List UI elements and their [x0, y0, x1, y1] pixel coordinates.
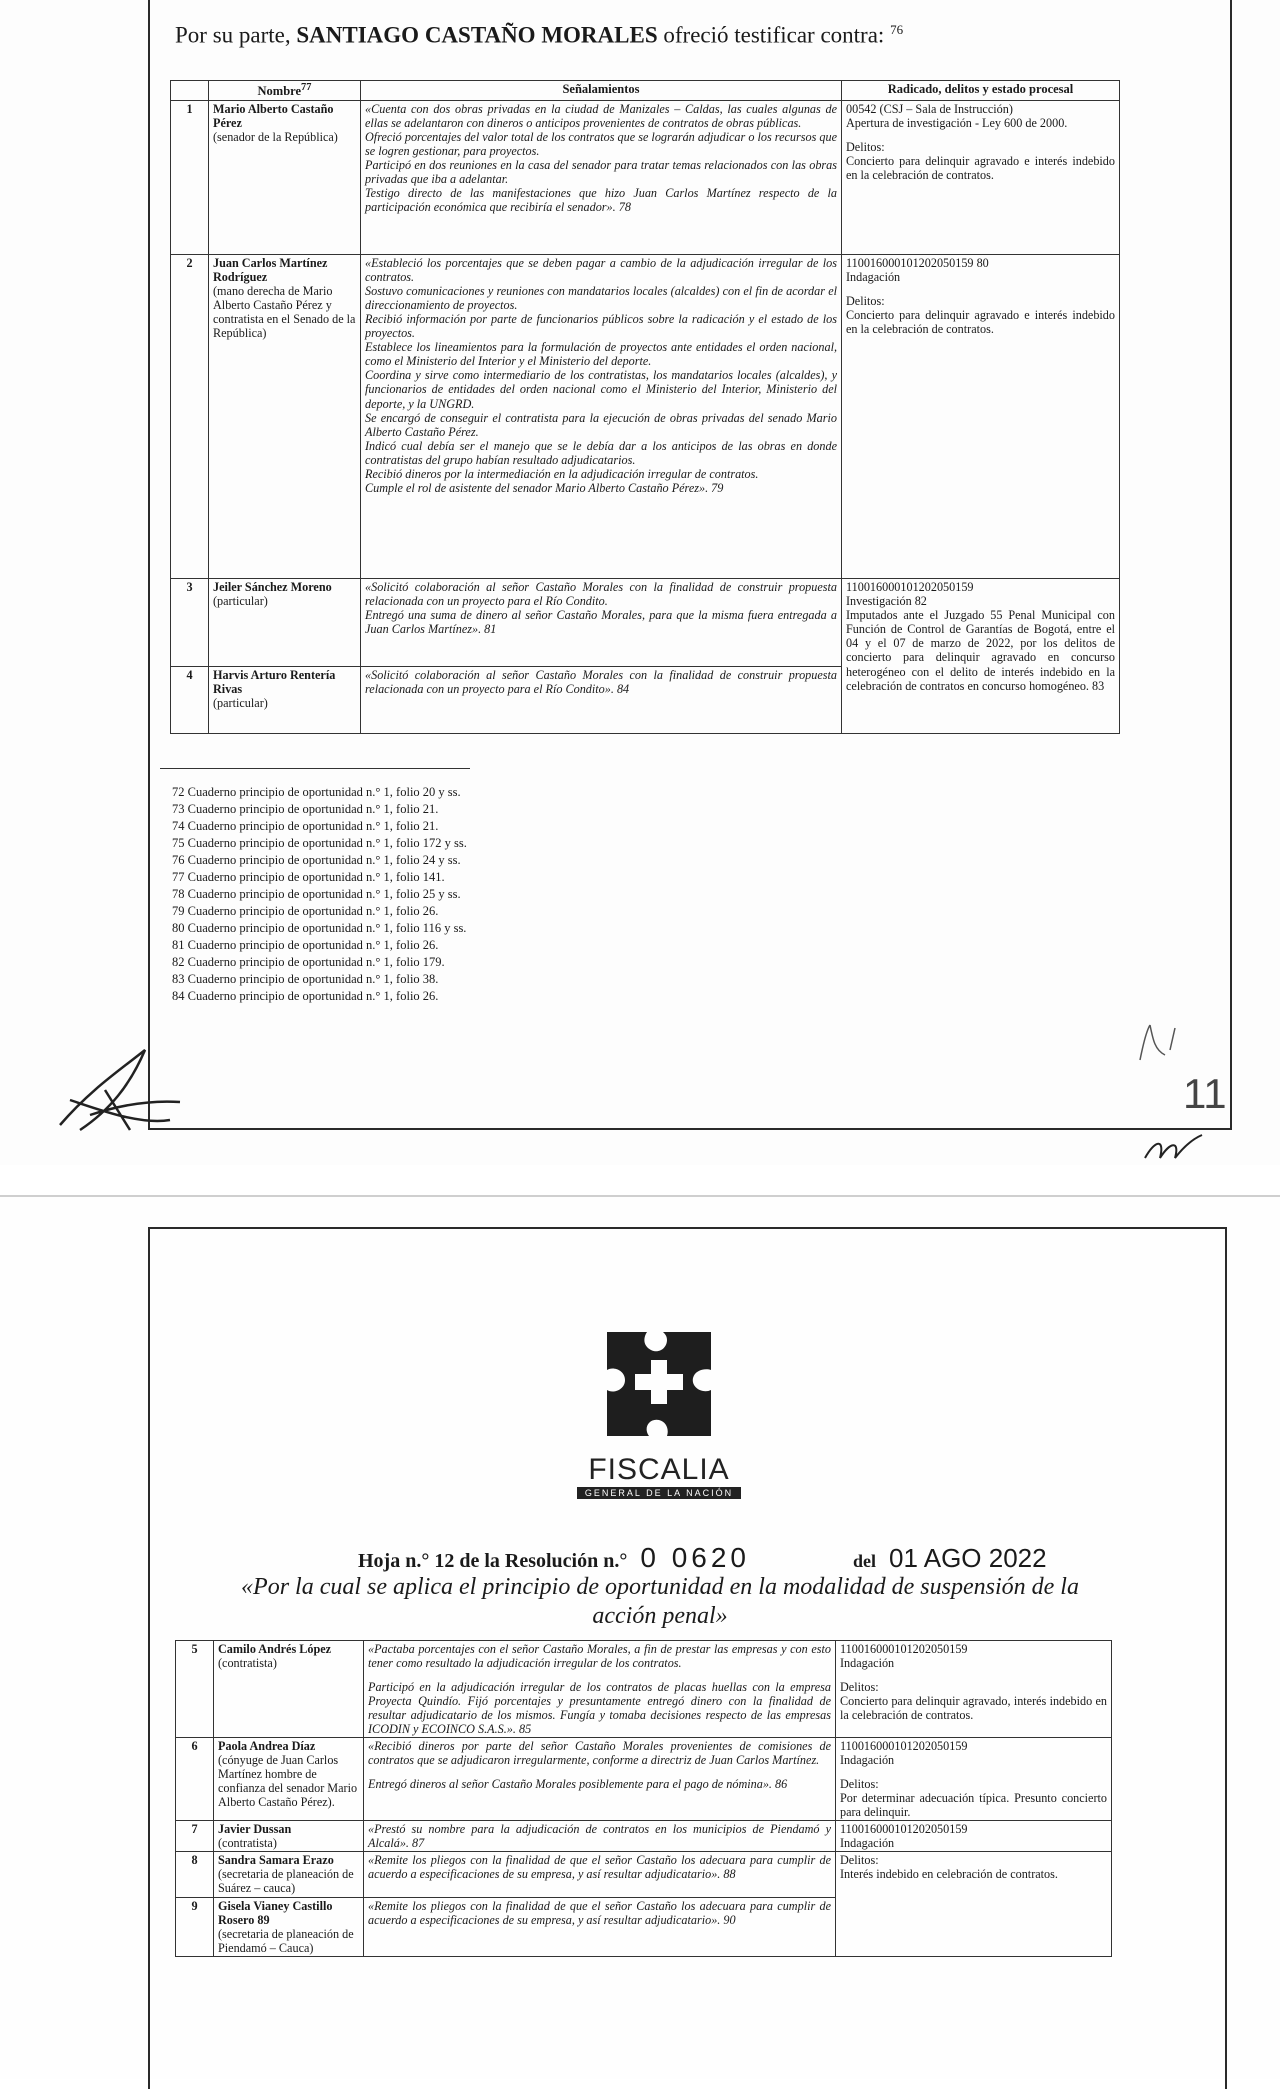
accusation-text: Participó en la adjudicación irregular de los contratos de placas huellas con la empresa Proyecta Quindío. Fijó porcentajes y presuntamente entregó dinero con la finalidad de resultar adjudicatario de los mismos. Fungía y tomaba decisiones respecto de las empresas ICODIN y ECOINCO S.A.S.». 85: [368, 1680, 831, 1737]
row-number: 3: [171, 579, 209, 667]
footnote-item: 72 Cuaderno principio de oportunidad n.° 1, folio 20 y ss.: [172, 785, 461, 799]
witness-table-page-12: [175, 1640, 1112, 1957]
accusation-text: «Pactaba porcentajes con el señor Castaño Morales, a fin de prestar las empresas y con esto tener como resultado la adjudicación irregular de los contratos.: [368, 1642, 831, 1671]
case-status-cell: [836, 1738, 1112, 1821]
person-name: Harvis Arturo Rentería Rivas: [213, 668, 336, 697]
spacer: [846, 130, 1115, 140]
resolution-number: 0 0620: [640, 1542, 750, 1573]
accusations-cell: [364, 1641, 836, 1738]
header-nombre: [209, 81, 361, 101]
table-row: [176, 1738, 1112, 1821]
accusation-text: Entregó una suma de dinero al señor Castaño Morales, para que la misma fuera entregada a Juan Carlos Martínez». 81: [365, 608, 837, 637]
header-num: [171, 81, 209, 101]
table-row: [176, 1641, 1112, 1738]
accusation-text: Recibió dineros por la intermediación en la adjudicación irregular de contratos.: [365, 466, 759, 481]
resolution-header: [358, 1542, 1047, 1574]
table-row: [171, 255, 1120, 579]
person-role: (contratista): [218, 1656, 277, 1671]
person-name: Gisela Vianey Castillo Rosero 89: [218, 1898, 333, 1927]
accusations-cell: [361, 100, 842, 255]
person-cell: [214, 1852, 364, 1897]
page-gap: [0, 1165, 1280, 1195]
case-text: 110016000101202050159: [840, 1642, 968, 1656]
person-role: (secretaria de planeación de Suárez – cauca): [218, 1867, 354, 1896]
accusations-cell: [361, 255, 842, 579]
accusations-cell: [361, 667, 842, 734]
header-label: Nombre: [257, 84, 302, 99]
hoja-label: Hoja n.° 12 de la Resolución n.°: [358, 1550, 628, 1572]
case-status-cell: [836, 1641, 1112, 1738]
footnotes: [172, 784, 467, 1005]
person-name: Juan Carlos Martínez Rodríguez: [213, 256, 328, 285]
case-text: Por determinar adecuación típica. Presunto concierto para delinquir.: [840, 1791, 1107, 1820]
person-cell: [209, 667, 361, 734]
case-text: 00542 (CSJ – Sala de Instrucción): [846, 101, 1013, 116]
accusation-text: «Remite los pliegos con la finalidad de que el señor Castaño los adecuara para cumplir de acuerdo a especificaciones de su empresa, y así resultar adjudicatario». 90: [368, 1898, 831, 1927]
accusation-text: Participó en dos reuniones en la casa del senador para tratar temas relacionados con las obras privadas que iba a adelantar.: [365, 157, 837, 186]
accusation-text: «Cuenta con dos obras privadas en la ciudad de Manizales – Caldas, las cuales algunas de ellas se adelantaron con dineros o anticipos provenientes de contratos de obras públicas.: [365, 101, 837, 130]
person-cell: [214, 1897, 364, 1956]
accusations-cell: [361, 579, 842, 667]
accusation-text: Testigo directo de las manifestaciones que hizo Juan Carlos Martínez respecto de la participación económica que recibiría el senador». 78: [365, 185, 837, 214]
person-cell: [214, 1738, 364, 1821]
accusation-text: «Estableció los porcentajes que se deben pagar a cambio de la adjudicación irregular de los contratos.: [365, 256, 837, 285]
table-header-row: [171, 81, 1120, 101]
case-text: Indagación: [840, 1836, 895, 1851]
spacer: [368, 1767, 831, 1777]
witness-name: SANTIAGO CASTAÑO MORALES: [296, 22, 658, 48]
person-role: (contratista): [218, 1836, 277, 1851]
person-name: Camilo Andrés López: [218, 1642, 332, 1656]
header-radicado: Radicado, delitos y estado procesal: [842, 81, 1120, 101]
case-text: Delitos:: [840, 1853, 879, 1868]
footnote-rule: [160, 768, 470, 769]
row-number: 7: [176, 1821, 214, 1852]
case-text: Imputados ante el Juzgado 55 Penal Municipal con Función de Control de Garantías de Bogotá, entre el 04 y el 07 de marzo de 2022, por los delitos de concierto para delinquir agravado en concurso heterogéneo con el delito de interés indebido en la celebración de contratos en concurso homogéneo. 83: [846, 608, 1115, 693]
footnote-item: 79 Cuaderno principio de oportunidad n.° 1, folio 26.: [172, 904, 439, 918]
person-role: (particular): [213, 594, 268, 609]
footnote-item: 77 Cuaderno principio de oportunidad n.° 1, folio 141.: [172, 870, 445, 884]
case-text: Apertura de investigación - Ley 600 de 2000.: [846, 115, 1068, 130]
case-text: Delitos:: [846, 139, 885, 154]
person-cell: [214, 1641, 364, 1738]
logo-word: FISCALIA: [588, 1453, 730, 1486]
person-role: (particular): [213, 696, 268, 711]
resolution-date: 01 AGO 2022: [889, 1543, 1047, 1573]
footnote-ref: 77: [301, 82, 312, 93]
table-row: [171, 100, 1120, 255]
person-cell: [209, 579, 361, 667]
footnote-item: 73 Cuaderno principio de oportunidad n.° 1, folio 21.: [172, 802, 439, 816]
footnote-item: 82 Cuaderno principio de oportunidad n.° 1, folio 179.: [172, 955, 445, 969]
footnote-item: 83 Cuaderno principio de oportunidad n.° 1, folio 38.: [172, 972, 439, 986]
case-text: Delitos:: [840, 1680, 879, 1695]
footnote-item: 81 Cuaderno principio de oportunidad n.° 1, folio 26.: [172, 938, 439, 952]
case-text: 110016000101202050159: [846, 580, 974, 595]
accusation-text: Coordina y sirve como intermediario de los contratistas, los mandatarios locales (alcaldes), y funcionarios de entidades del orden nacional como el Ministerio del Interior, Ministerio del deporte, y la UNGRD.: [365, 368, 837, 411]
signature-mark: [50, 1030, 190, 1140]
page-number: 11: [1183, 1070, 1227, 1117]
footnote-item: 78 Cuaderno principio de oportunidad n.° 1, folio 25 y ss.: [172, 887, 461, 901]
person-role: (mano derecha de Mario Alberto Castaño Pérez y contratista en el Senado de la República): [213, 284, 356, 341]
header-senalamientos: Señalamientos: [361, 81, 842, 101]
accusation-text: «Solicitó colaboración al señor Castaño Morales con la finalidad de construir propuesta relacionada con un proyecto para el Río Condito». 84: [365, 668, 837, 697]
case-status-cell: [842, 100, 1120, 255]
person-name: Javier Dussan: [218, 1822, 292, 1837]
person-name: Jeiler Sánchez Moreno: [213, 580, 332, 595]
person-cell: [214, 1821, 364, 1852]
case-text: Concierto para delinquir agravado, interés indebido en la celebración de contratos.: [840, 1694, 1107, 1723]
intro-text-end: ofreció testificar contra:: [657, 22, 885, 48]
spacer: [840, 1670, 1107, 1680]
footnote-item: 80 Cuaderno principio de oportunidad n.° 1, folio 116 y ss.: [172, 921, 467, 935]
case-text: Investigación 82: [846, 594, 927, 609]
person-role: (cónyuge de Juan Carlos Martínez hombre de confianza del senador Mario Alberto Castaño Pérez).: [218, 1753, 358, 1810]
table-row: [176, 1852, 1112, 1897]
case-text: 110016000101202050159 80: [846, 256, 989, 271]
accusations-cell: [364, 1897, 836, 1956]
row-number: 1: [171, 100, 209, 255]
case-text: Concierto para delinquir agravado e interés indebido en la celebración de contratos.: [846, 308, 1115, 337]
person-cell: [209, 100, 361, 255]
case-status-cell: [836, 1852, 1112, 1956]
case-text: Indagación: [840, 1753, 895, 1768]
person-role: (secretaria de planeación de Piendamó – Cauca): [218, 1926, 354, 1955]
initials-mark-2: [1140, 1130, 1210, 1165]
row-number: 8: [176, 1852, 214, 1897]
footnote-item: 84 Cuaderno principio de oportunidad n.° 1, folio 26.: [172, 989, 439, 1003]
del-label: del: [853, 1551, 877, 1571]
spacer: [840, 1767, 1107, 1777]
case-text: Indagación: [846, 270, 901, 285]
accusation-text: Cumple el rol de asistente del senador Mario Alberto Castaño Pérez». 79: [365, 480, 724, 495]
accusation-text: Establece los lineamientos para la formulación de proyectos ante entidades el orden nacional, como el Ministerio del Interior y el Ministerio del deporte.: [365, 340, 837, 369]
puzzle-icon: [595, 1324, 723, 1444]
row-number: 6: [176, 1738, 214, 1821]
row-number: 9: [176, 1897, 214, 1956]
person-role: (senador de la República): [213, 129, 338, 144]
case-status-cell: [842, 579, 1120, 734]
case-text: Interés indebido en celebración de contratos.: [840, 1867, 1058, 1882]
person-name: Mario Alberto Castaño Pérez: [213, 101, 334, 130]
accusation-text: Entregó dineros al señor Castaño Morales posiblemente para el pago de nómina». 86: [368, 1777, 788, 1792]
accusation-text: «Recibió dineros por parte del señor Castaño Morales provenientes de comisiones de contratos que se adjudicaron irregularmente, conforme a directriz de Juan Carlos Martínez.: [368, 1739, 831, 1768]
accusation-text: «Remite los pliegos con la finalidad de que el señor Castaño los adecuara para cumplir de acuerdo a especificaciones de su empresa, y así resultar adjudicatario». 88: [368, 1853, 831, 1882]
intro-text: Por su parte,: [175, 22, 297, 48]
accusation-text: Recibió información por parte de funcionarios públicos sobre la radicación y el estado de los proyectos.: [365, 312, 837, 341]
case-text: Delitos:: [840, 1777, 879, 1792]
footnote-item: 75 Cuaderno principio de oportunidad n.° 1, folio 172 y ss.: [172, 836, 467, 850]
accusation-text: «Solicitó colaboración al señor Castaño Morales con la finalidad de construir propuesta relacionada con un proyecto para el Río Condito.: [365, 580, 837, 609]
accusation-text: Se encargó de conseguir el contratista para la ejecución de obras privadas del senado Mario Alberto Castaño Pérez.: [365, 410, 837, 439]
table-row: [176, 1821, 1112, 1852]
row-number: 5: [176, 1641, 214, 1738]
spacer: [846, 284, 1115, 294]
accusations-cell: [364, 1821, 836, 1852]
document-page-12: [0, 1195, 1280, 2079]
accusations-cell: [364, 1852, 836, 1897]
accusation-text: «Prestó su nombre para la adjudicación de contratos en los municipios de Piendamó y Alcalá». 87: [368, 1822, 831, 1851]
case-status-cell: [836, 1821, 1112, 1852]
accusation-text: Indicó cual debía ser el manejo que se le debía dar a los anticipos de las obras en donde contratistas del grupo habían resultado adjudicatarios.: [365, 438, 837, 467]
footnote-ref: 76: [890, 22, 904, 37]
person-cell: [209, 255, 361, 579]
row-number: 2: [171, 255, 209, 579]
witness-table-page-11: [170, 80, 1120, 734]
spacer: [368, 1670, 831, 1680]
person-name: Sandra Samara Erazo: [218, 1853, 334, 1868]
footnote-item: 76 Cuaderno principio de oportunidad n.° 1, folio 24 y ss.: [172, 853, 461, 867]
accusation-text: Sostuvo comunicaciones y reuniones con mandatarios locales (alcaldes) con el fin de acordar el direccionamiento de proyectos.: [365, 284, 837, 313]
initials-mark: [1125, 1020, 1185, 1070]
resolution-title: «Por la cual se aplica el principio de oportunidad en la modalidad de suspensión de la acción penal»: [241, 1574, 1079, 1629]
logo-subtitle: GENERAL DE LA NACIÓN: [577, 1487, 741, 1499]
case-text: Delitos:: [846, 294, 885, 309]
fiscalia-logo: [575, 1324, 743, 1499]
footnote-item: 74 Cuaderno principio de oportunidad n.° 1, folio 21.: [172, 819, 439, 833]
case-text: Concierto para delinquir agravado e interés indebido en la celebración de contratos.: [846, 153, 1115, 182]
intro-sentence: [175, 22, 903, 49]
row-number: 4: [171, 667, 209, 734]
case-text: 110016000101202050159: [840, 1739, 968, 1754]
case-status-cell: [842, 255, 1120, 579]
case-text: Indagación: [840, 1656, 895, 1671]
person-name: Paola Andrea Díaz: [218, 1739, 316, 1754]
accusations-cell: [364, 1738, 836, 1821]
table-row: [171, 579, 1120, 667]
accusation-text: Ofreció porcentajes del valor total de los contratos que se lograrán adjudicar o los recursos que se logren gestionar, para proyectos.: [365, 129, 837, 158]
case-text: 110016000101202050159: [840, 1822, 968, 1837]
